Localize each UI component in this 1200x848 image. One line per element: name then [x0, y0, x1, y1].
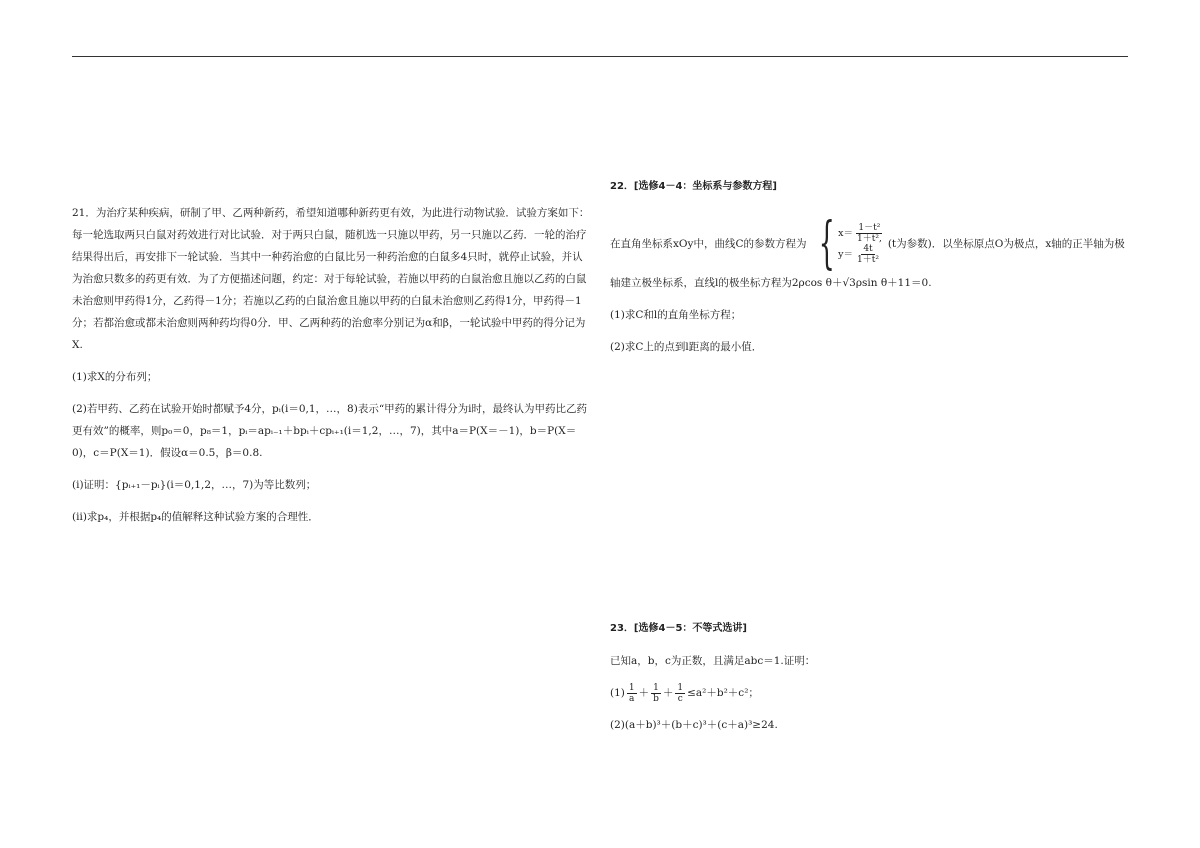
- q21-part2-i: (ⅰ)证明：{pᵢ₊₁－pᵢ}(i＝0,1,2，…，7)为等比数列；: [72, 479, 317, 491]
- numerator-1: 1: [677, 682, 684, 693]
- questions-22-23: [610, 176, 1130, 746]
- question-21: [72, 202, 592, 538]
- q22-part2: (2)求C上的点到l距离的最小值．: [610, 341, 763, 353]
- q23-part1-suffix: ≤a²＋b²＋c²；: [687, 687, 759, 699]
- q22-statement: [610, 211, 1130, 276]
- plus-sign: ＋: [662, 687, 674, 699]
- x-lhs: x＝: [838, 228, 853, 239]
- q22-text-after: (t为参数)．以坐标原点O为极点，x轴的正半轴为极: [887, 238, 1125, 250]
- denominator-c: c: [677, 693, 683, 704]
- q23-intro: 已知a，b，c为正数，且满足abc＝1.证明：: [610, 655, 816, 667]
- plus-sign: ＋: [638, 687, 650, 699]
- denominator-a: a: [629, 693, 635, 704]
- q23-part1-prefix: (1): [610, 687, 625, 699]
- denominator-b: b: [653, 693, 659, 704]
- numerator-1: 1: [653, 682, 659, 693]
- q23-heading: 23．[选修4－5：不等式选讲]: [610, 623, 747, 634]
- q21-part1: (1)求X的分布列；: [72, 371, 158, 383]
- q22-line2: 轴建立极坐标系，直线l的极坐标方程为2ρcos θ＋√3ρsin θ＋11＝0.: [610, 277, 932, 289]
- frac-1-over-b: [651, 683, 661, 704]
- q21-intro: 21．为治疗某种疾病，研制了甲、乙两种新药，希望知道哪种新药更有效，为此进行动物试验．试验方案如下：每一轮选取两只白鼠对药效进行对比试验．对于两只白鼠，随机选一只施以甲药，另一只施以乙药．一轮的治疗结果得出后，再安排下一轮试验．当其中一种药治愈的白鼠比另一种药治愈的白鼠多4只时，就停止试验，并认为治愈只数多的药更有效．为了方便描述问题，约定：对于每轮试验，若施以甲药的白鼠治愈且施以乙药的白鼠未治愈则甲药得1分，乙药得－1分；若施以乙药的白鼠治愈且施以甲药的白鼠未治愈则乙药得1分，甲药得－1分；若都治愈或都未治愈则两种药均得0分．甲、乙两种药的治愈率分别记为α和β，一轮试验中甲药的得分记为X.: [72, 207, 590, 351]
- q22-heading: 22．[选修4－4：坐标系与参数方程]: [610, 181, 777, 192]
- y-fraction: [855, 244, 881, 265]
- q21-part2: (2)若甲药、乙药在试验开始时都赋予4分，pᵢ(i＝0,1，…，8)表示“甲药的累计得分为i时，最终认为甲药比乙药更有效”的概率，则p₀＝0，p₈＝1，pᵢ＝apᵢ₋₁＋bpᵢ＋cpᵢ₊₁(i＝1,2，…，7)，其中a＝P(X＝－1)，b＝P(X＝0)，c＝P(X＝1)．假设α＝0.5，β＝0.8.: [72, 403, 588, 459]
- y-lhs: y＝: [838, 249, 854, 260]
- q22-part1: (1)求C和l的直角坐标方程；: [610, 309, 742, 321]
- q23-part1: [610, 682, 1130, 704]
- q22-text-before: 在直角坐标系xOy中，曲线C的参数方程为: [610, 238, 807, 250]
- y-denominator: 1＋t²: [857, 255, 879, 265]
- header-rule: [72, 56, 1128, 57]
- q23-part2: (2)(a＋b)³＋(b＋c)³＋(c＋a)³≥24.: [610, 719, 778, 731]
- frac-1-over-a: [627, 683, 637, 704]
- numerator-1: 1: [628, 682, 635, 693]
- frac-1-over-c: [675, 683, 685, 704]
- q21-part2-ii: (ⅱ)求p₄，并根据p₄的值解释这种试验方案的合理性．: [72, 511, 319, 523]
- x-denominator: 1＋t²,: [857, 234, 882, 244]
- parametric-system: { x＝ $\frac{\text{1－t²}}{\text{1＋t²,}}$ y＝ $\frac{4t}{\text{1＋t²}}$: [818, 211, 882, 276]
- x-numerator: 1－t²: [858, 223, 881, 233]
- y-numerator: 4t: [863, 244, 873, 254]
- x-fraction: [855, 223, 884, 244]
